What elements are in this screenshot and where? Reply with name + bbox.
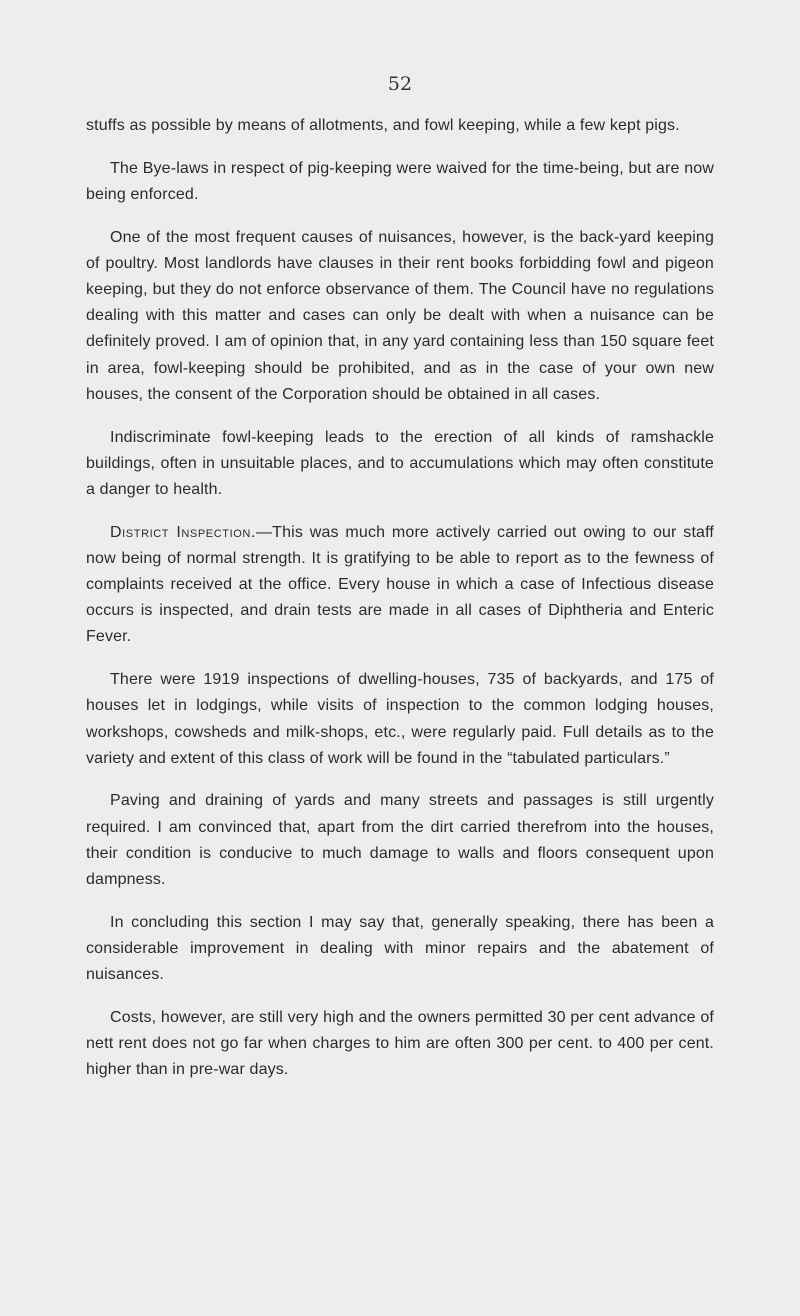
section-heading-district-inspection: District Inspection.: [110, 523, 257, 541]
paragraph-district-inspection: [86, 520, 714, 651]
paragraph-poultry-nuisances: One of the most frequent causes of nuisances, however, is the back-yard keeping of poultry. Most landlords have clauses in their rent books forbidding fowl and pigeon keeping, but they do not enforce observance of them. The Council have no regulations dealing with this matter and cases can only be dealt with when a nuisance can be definitely proved. I am of opinion that, in any yard containing less than 150 square feet in area, fowl-keeping should be prohibited, and as in the case of your own new houses, the consent of the Corporation should be obtained in all cases.: [86, 228, 714, 403]
paragraph-costs: Costs, however, are still very high and the owners permitted 30 per cent advance of nett rent does not go far when charges to him are often 300 per cent. to 400 per cent. higher than in pre-war days.: [86, 1008, 714, 1079]
paragraph-conclusion: In concluding this section I may say that, generally speaking, there has been a considerable improvement in dealing with minor repairs and the abatement of nuisances.: [86, 913, 714, 984]
paragraph-allotments: stuffs as possible by means of allotments, and fowl keeping, while a few kept pigs.: [86, 117, 680, 134]
page-number: 52: [387, 73, 413, 95]
paragraph-paving-draining: Paving and draining of yards and many streets and passages is still urgently required. I am convinced that, apart from the dirt carried therefrom into the houses, their condition is conducive to much damage to walls and floors consequent upon dampness.: [86, 792, 714, 889]
district-inspection-text: —This was much more actively carried out owing to our staff now being of normal strength. It is gratifying to be able to report as to the fewness of complaints received at the office. Every house in which a case of Infectious disease occurs is inspected, and drain tests are made in all cases of Diphtheria and Enteric Fever.: [86, 523, 714, 646]
paragraph-bye-laws: The Bye-laws in respect of pig-keeping were waived for the time-being, but are now being enforced.: [86, 159, 714, 203]
body-text: [86, 113, 714, 1100]
paragraph-inspections-count: There were 1919 inspections of dwelling-houses, 735 of backyards, and 175 of houses let in lodgings, while visits of inspection to the common lodging houses, workshops, cowsheds and milk-shops, etc., were regularly paid. Full details as to the variety and extent of this class of work will be found in the “tabulated particulars.”: [86, 671, 714, 767]
paragraph-fowl-keeping: Indiscriminate fowl-keeping leads to the erection of all kinds of ramshackle buildings, often in unsuitable places, and to accumulations which may often constitute a danger to health.: [86, 428, 714, 498]
